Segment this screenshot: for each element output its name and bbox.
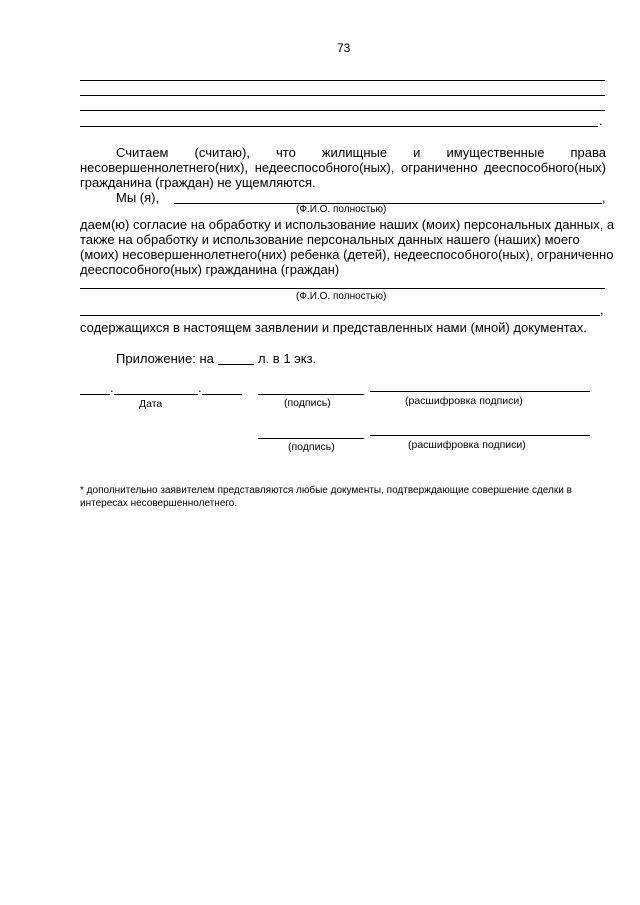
fio-field-line-2[interactable] xyxy=(80,288,605,289)
blank-line-3 xyxy=(80,110,605,111)
blank-line-4 xyxy=(80,126,598,127)
signature-field-1[interactable] xyxy=(258,394,364,395)
signature-caption-1: (подпись) xyxy=(284,397,331,409)
date-day-field[interactable] xyxy=(80,394,110,395)
fio-field-3-comma: , xyxy=(600,302,604,317)
decoding-field-2[interactable] xyxy=(370,435,590,436)
footnote-line-2: интересах несовершеннолетнего. xyxy=(80,498,238,509)
date-dot-2: . xyxy=(198,380,202,395)
decoding-field-1[interactable] xyxy=(370,391,590,392)
intro-line-1: Считаем (считаю), что жилищные и имущественные права xyxy=(116,145,606,160)
consent-line-1: даем(ю) согласие на обработку и использование наших (моих) персональных данных, а xyxy=(80,217,615,232)
blank-line-1 xyxy=(80,80,605,81)
fio-caption-2: (Ф.И.О. полностью) xyxy=(296,291,387,302)
consent-line-4: дееспособного(ных) гражданина (граждан) xyxy=(80,262,340,277)
intro-line-3: гражданина (граждан) не ущемляются. xyxy=(80,175,316,190)
appendix-prefix: Приложение: на xyxy=(116,351,214,366)
signature-field-2[interactable] xyxy=(258,438,364,439)
decoding-caption-2: (расшифровка подписи) xyxy=(408,439,526,451)
blank-line-2 xyxy=(80,95,605,96)
contained-line: содержащихся в настоящем заявлении и представленных нами (мной) документах. xyxy=(80,320,587,335)
appendix-suffix: л. в 1 экз. xyxy=(258,351,317,366)
fio-caption-1: (Ф.И.О. полностью) xyxy=(296,204,387,215)
blank-line-4-period: . xyxy=(599,113,603,128)
decoding-caption-1: (расшифровка подписи) xyxy=(405,395,523,407)
date-year-field[interactable] xyxy=(202,394,242,395)
we-label: Мы (я), xyxy=(116,190,160,205)
footnote-line-1: * дополнительно заявителем представляются любые документы, подтверждающие совершение сделки в xyxy=(80,485,572,496)
fio-field-line-1[interactable] xyxy=(174,203,602,204)
date-dot-1: . xyxy=(110,380,114,395)
consent-line-3: (моих) несовершеннолетнего(них) ребенка (детей), недееспособного(ных), ограниченно xyxy=(80,247,614,262)
fio-field-1-comma: , xyxy=(602,190,606,205)
page-number: 73 xyxy=(337,41,351,55)
date-month-field[interactable] xyxy=(114,394,198,395)
consent-line-2: также на обработку и использование персональных данных нашего (наших) моего xyxy=(80,232,580,247)
intro-line-2: несовершеннолетнего(них), недееспособного(ных), ограниченно дееспособного(ных) xyxy=(80,160,606,175)
date-caption: Дата xyxy=(139,398,163,410)
fio-field-line-3[interactable] xyxy=(80,315,600,316)
appendix-pages-field[interactable] xyxy=(218,364,254,365)
signature-caption-2: (подпись) xyxy=(288,441,335,453)
